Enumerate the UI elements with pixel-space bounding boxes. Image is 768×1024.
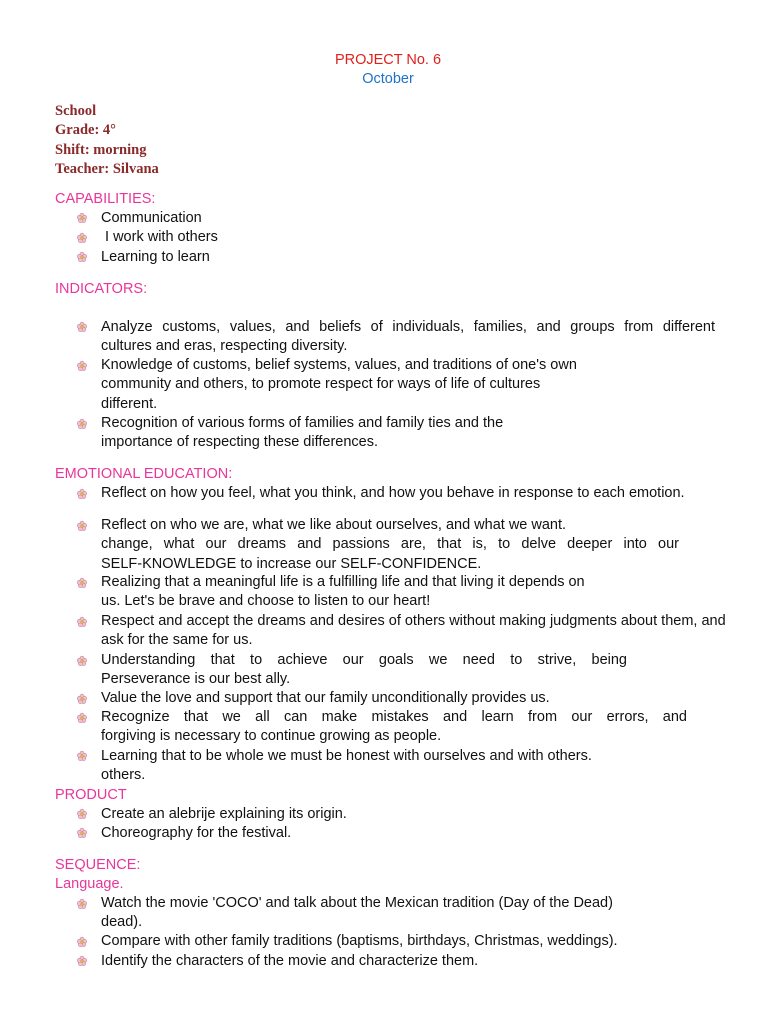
list-item: Recognition of various forms of families and family ties and the importance of respecting these differences.: [101, 415, 504, 451]
flower-bullet-icon: [76, 418, 88, 430]
flower-bullet-icon: [76, 655, 88, 667]
list-item: Choreography for the festival.: [101, 825, 292, 841]
flower-bullet-icon: [76, 488, 88, 500]
flower-bullet-icon: [76, 712, 88, 724]
indicators-heading: INDICATORS:: [55, 281, 148, 297]
list-item: Recognize that we all can make mistakes and learn from our errors, and forgiving is necessary to continue growing as people.: [101, 709, 687, 745]
list-item: Realizing that a meaningful life is a fulfilling life and that living it depends on us. Let's be brave and choose to listen to our heart!: [101, 574, 585, 610]
flower-bullet-icon: [76, 251, 88, 263]
flower-bullet-icon: [76, 827, 88, 839]
flower-bullet-icon: [76, 750, 88, 762]
list-item: Communication: [101, 210, 202, 226]
list-item: Understanding that to achieve our goals we need to strive, being Perseverance is our best ally.: [101, 652, 627, 688]
list-item: Knowledge of customs, belief systems, values, and traditions of one's own community and others, to promote respect for ways of life of cultures different.: [101, 357, 577, 412]
flower-bullet-icon: [76, 321, 88, 333]
flower-bullet-icon: [76, 955, 88, 967]
flower-bullet-icon: [76, 898, 88, 910]
language-subheading: Language.: [55, 876, 124, 892]
product-heading: PRODUCT: [55, 787, 127, 803]
project-title: PROJECT No. 6: [334, 52, 442, 68]
list-item: Learning to learn: [101, 249, 210, 265]
list-item: Value the love and support that our family unconditionally provides us.: [101, 690, 550, 706]
teacher-label: Teacher: Silvana: [55, 161, 159, 177]
emotional-education-heading: EMOTIONAL EDUCATION:: [55, 466, 233, 482]
flower-bullet-icon: [76, 232, 88, 244]
list-item: Watch the movie 'COCO' and talk about the Mexican tradition (Day of the Dead) dead).: [101, 895, 613, 931]
flower-bullet-icon: [76, 616, 88, 628]
list-item: Reflect on who we are, what we like about ourselves, and what we want. change, what our dreams and passions are, that is, to delve deeper into our SELF-KNOWLEDGE to increase our SELF-CONFIDENCE.: [101, 517, 679, 572]
flower-bullet-icon: [76, 936, 88, 948]
list-item: I work with others: [101, 229, 218, 245]
project-month: October: [362, 71, 414, 87]
flower-bullet-icon: [76, 360, 88, 372]
list-item: Analyze customs, values, and beliefs of individuals, families, and groups from different cultures and eras, respecting diversity.: [101, 319, 715, 355]
list-item: Learning that to be whole we must be honest with ourselves and with others. others.: [101, 748, 592, 784]
school-label: School: [55, 103, 97, 119]
flower-bullet-icon: [76, 577, 88, 589]
sequence-heading: SEQUENCE:: [55, 857, 141, 873]
flower-bullet-icon: [76, 520, 88, 532]
list-item: Create an alebrije explaining its origin.: [101, 806, 347, 822]
capabilities-heading: CAPABILITIES:: [55, 191, 156, 207]
list-item: Compare with other family traditions (baptisms, birthdays, Christmas, weddings).: [101, 933, 618, 949]
list-item: Respect and accept the dreams and desires of others without making judgments about them, and ask for the same for us.: [101, 613, 726, 649]
list-item: Reflect on how you feel, what you think, and how you behave in response to each emotion.: [101, 485, 685, 501]
grade-label: Grade: 4°: [55, 122, 116, 138]
flower-bullet-icon: [76, 808, 88, 820]
shift-label: Shift: morning: [55, 142, 147, 158]
flower-bullet-icon: [76, 693, 88, 705]
flower-bullet-icon: [76, 212, 88, 224]
list-item: Identify the characters of the movie and characterize them.: [101, 953, 479, 969]
